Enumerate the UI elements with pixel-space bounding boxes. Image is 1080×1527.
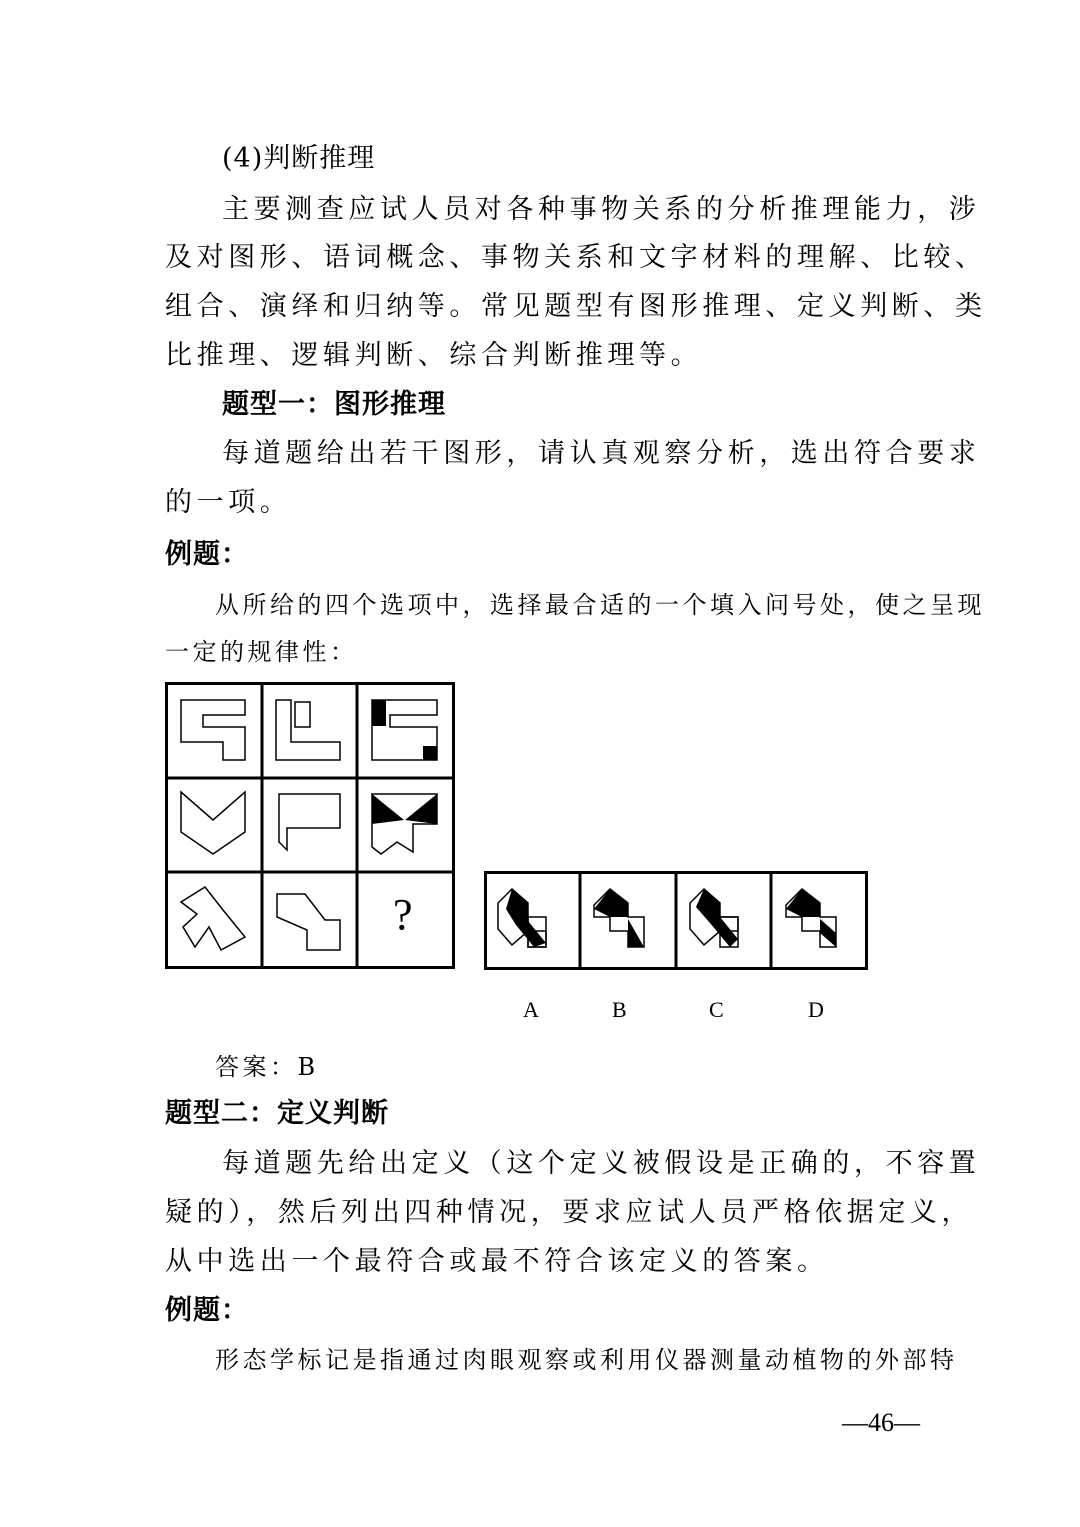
option-label-d: D bbox=[808, 997, 824, 1022]
question-line-1: 从所给的四个选项中，选择最合适的一个填入问号处，使之呈现 bbox=[215, 591, 985, 619]
type2-heading: 题型二：定义判断 bbox=[165, 1098, 389, 1129]
type1-heading: 题型一：图形推理 bbox=[222, 389, 446, 420]
type2-example-line: 形态学标记是指通过肉眼观察或利用仪器测量动植物的外部特 bbox=[215, 1346, 958, 1374]
intro-line-3: 组合、演绎和归纳等。常见题型有图形推理、定义判断、类 bbox=[165, 291, 987, 322]
options-figure bbox=[484, 871, 868, 970]
answer: 答案：B bbox=[215, 1053, 319, 1081]
intro-line-4: 比推理、逻辑判断、综合判断推理等。 bbox=[165, 340, 703, 371]
type2-desc-line-2: 疑的），然后列出四种情况，要求应试人员严格依据定义， bbox=[165, 1197, 974, 1228]
type1-desc-line-1: 每道题给出若干图形，请认真观察分析，选出符合要求 bbox=[222, 438, 981, 469]
question-line-2: 一定的规律性： bbox=[165, 638, 358, 666]
type1-desc-line-2: 的一项。 bbox=[165, 487, 292, 518]
section-title: (4)判断推理 bbox=[222, 143, 376, 174]
type2-example-label: 例题： bbox=[165, 1295, 249, 1326]
intro-line-2: 及对图形、语词概念、事物关系和文字材料的理解、比较、 bbox=[165, 242, 987, 273]
type2-desc-line-3: 从中选出一个最符合或最不符合该定义的答案。 bbox=[165, 1246, 829, 1277]
option-label-a: A bbox=[523, 997, 539, 1022]
type2-desc-line-1: 每道题先给出定义（这个定义被假设是正确的，不容置 bbox=[222, 1148, 981, 1179]
intro-line-1: 主要测查应试人员对各种事物关系的分析推理能力，涉 bbox=[222, 194, 981, 225]
page-number: —46— bbox=[842, 1408, 920, 1437]
option-label-b: B bbox=[612, 997, 627, 1022]
type1-example-label: 例题： bbox=[165, 539, 249, 570]
question-mark: ? bbox=[393, 890, 413, 939]
option-label-c: C bbox=[709, 997, 724, 1022]
